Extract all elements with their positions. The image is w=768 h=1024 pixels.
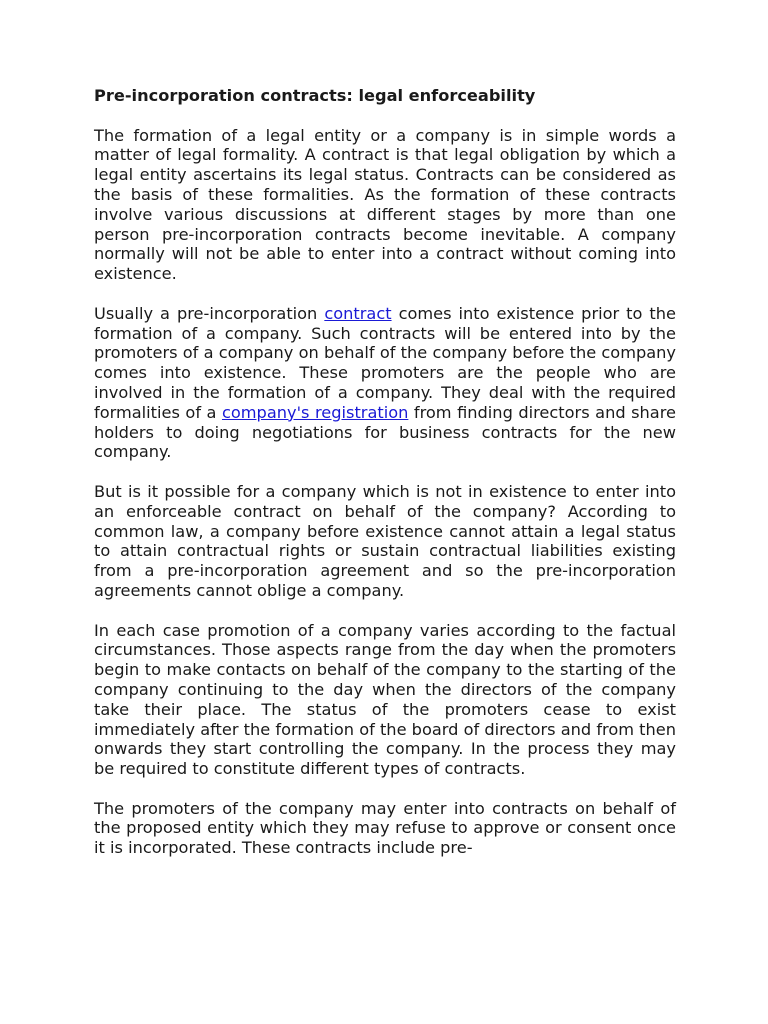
- document-page: [94, 86, 676, 878]
- contract-link[interactable]: contract: [324, 303, 392, 323]
- paragraph-2-text-b: comes into existence prior to the formation of a company. Such contracts will be entered into by the promoters of a company on behalf of the company before the company comes into existence. These promoters are the people who are involved in the formation of a company. They deal with the required formalities of a: [94, 303, 676, 422]
- paragraph-5: The promoters of the company may enter into contracts on behalf of the proposed entity which they may refuse to approve or consent once it is incorporated. These contracts include pre-: [94, 798, 676, 858]
- paragraph-3: But is it possible for a company which is not in existence to enter into an enforceable contract on behalf of the company? According to common law, a company before existence cannot attain a legal status to attain contractual rights or sustain contractual liabilities existing from a pre-incorporation agreement and so the pre-incorporation agreements cannot oblige a company.: [94, 481, 676, 600]
- document-title: Pre-incorporation contracts: legal enforceability: [94, 86, 536, 105]
- paragraph-2-text-a: Usually a pre-incorporation: [94, 303, 325, 323]
- paragraph-4: In each case promotion of a company varies according to the factual circumstances. Those aspects range from the day when the promoters begin to make contacts on behalf of the company to the starting of the company continuing to the day when the directors of the company take their place. The status of the promoters cease to exist immediately after the formation of the board of directors and from then onwards they start controlling the company. In the process they may be required to constitute different types of contracts.: [94, 620, 676, 779]
- paragraph-2: [94, 304, 676, 462]
- company-registration-link[interactable]: company's registration: [221, 402, 409, 422]
- paragraph-2-text-c: from finding directors and share holders to doing negotiations for business contracts for the new company.: [94, 402, 676, 462]
- paragraph-1: The formation of a legal entity or a company is in simple words a matter of legal formality. A contract is that legal obligation by which a legal entity ascertains its legal status. Contracts can be considered as the basis of these formalities. As the formation of these contracts involve various discussions at different stages by more than one person pre-incorporation contracts become inevitable. A company normally will not be able to enter into a contract without coming into existence.: [94, 125, 676, 284]
